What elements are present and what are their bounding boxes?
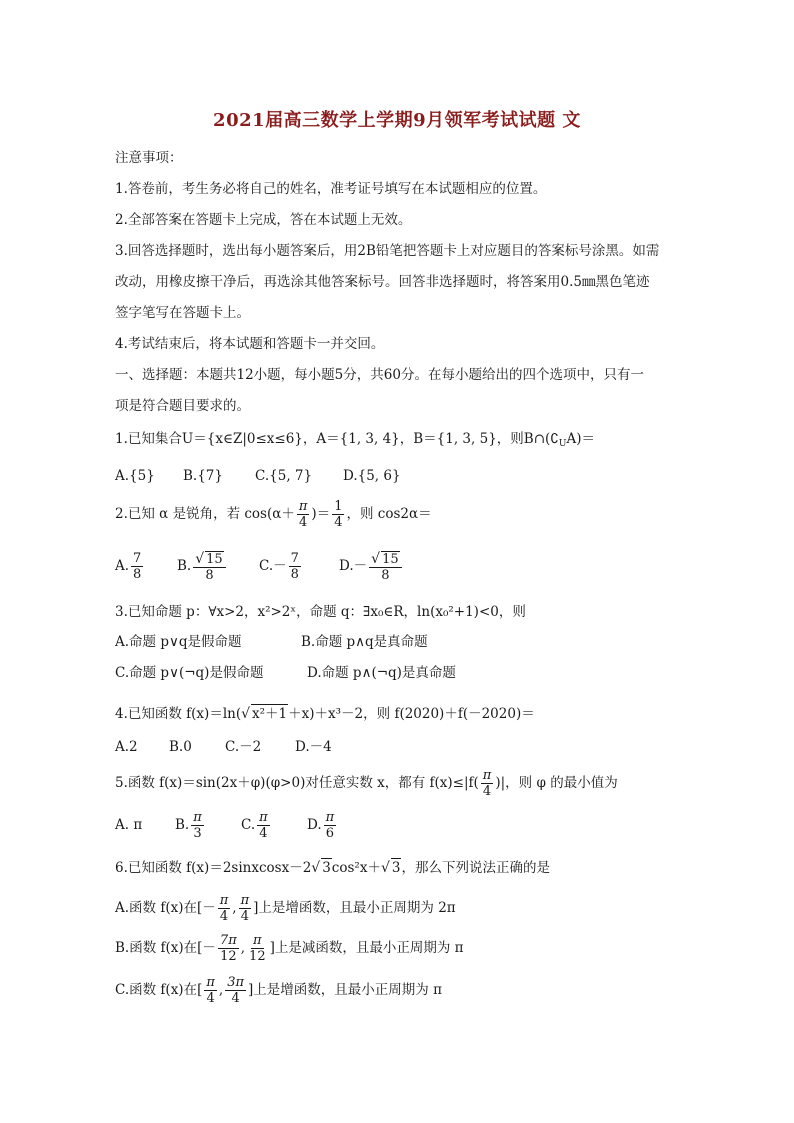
note-3-line-2: 改动，用橡皮擦干净后，再选涂其他答案标号。回答非选择题时，将答案用0.5㎜黑色笔迹 [115,274,650,290]
q6-c-f2-num: 3π [227,975,245,990]
question-3-stem: 3.已知命题 p：∀x>2，x²>2ˣ，命题 q：∃x₀∈R，ln(x₀²+1)<0，则 [115,604,526,620]
q5-option-d[interactable] [307,807,338,843]
q5-b-num: π [193,810,202,825]
q3-option-b[interactable]: B.命题 p∧q是真命题 [301,634,428,650]
sqrt-icon: √ [371,550,381,567]
note-3-line-1: 3.回答选择题时，选出每小题答案后，用2B铅笔把答题卡上对应题目的答案标号涂黑。如需 [115,243,660,259]
q5-frac-den: 4 [482,784,492,799]
q6-c-pre: C.函数 f(x)在[ [115,982,203,998]
q3-option-c[interactable]: C.命题 p∨(¬q)是假命题 [115,665,264,681]
q2-c-label: C.－ [259,558,287,574]
q2-frac2-num: 1 [334,499,343,514]
q6-b-post: ]上是减函数，且最小正周期为 π [269,940,464,956]
note-1: 1.答卷前，考生务必将自己的姓名，准考证号填写在本试题相应的位置。 [115,181,547,197]
question-5-stem [115,766,618,800]
q6-a-f2-den: 4 [240,909,249,924]
q2-b-radicand: 15 [206,551,223,567]
q5-c-label: C. [241,817,256,833]
q1-option-a[interactable]: A.{5} [115,468,155,484]
section-heading-line-2: 项是符合题目要求的。 [115,398,250,414]
q2-d-frac [369,551,401,583]
q2-c-frac [289,551,301,582]
q6-b-f1-num: 7π [219,933,237,948]
q6-a-sep: , [232,900,237,916]
q2-a-frac [131,551,143,582]
q2-d-den: 8 [381,567,390,583]
q6-a-frac-2 [239,893,252,924]
q5-post: )|，则 φ 的最小值为 [495,775,618,791]
q5-d-frac [324,810,337,841]
sqrt-icon: √ [380,860,390,876]
q2-a-num: 7 [133,551,142,566]
complement-subscript: U [558,439,567,449]
q6-a-pre: A.函数 f(x)在[－ [115,900,216,916]
q5-c-den: 4 [259,826,268,841]
q6-a-f1-num: π [219,893,229,908]
q2-option-d[interactable] [339,547,404,585]
q2-b-frac [193,551,225,583]
q6-c-f2-den: 4 [231,991,240,1006]
q2-d-label: D.－ [339,558,368,574]
q2-pre: 2.已知 α 是锐角，若 cos(α＋ [115,506,295,522]
q6-c-post: ]上是增函数，且最小正周期为 π [248,982,442,998]
q5-c-num: π [259,810,268,825]
q6-c-f1-num: π [206,975,215,990]
question-6-stem [115,858,550,877]
q5-option-b[interactable] [175,807,241,843]
q6-a-f2-num: π [240,893,250,908]
note-3-line-3: 签字笔写在答题卡上。 [115,305,250,321]
complement-symbol: ∁ [550,431,559,447]
q2-c-den: 8 [290,567,299,582]
question-1-options [115,467,401,485]
notes-heading: 注意事项： [115,150,183,166]
q2-b-den: 8 [205,567,214,583]
q6-option-b[interactable] [115,930,464,966]
exam-title: 2021届高三数学上学期9月领军考试试题 文 [213,110,581,131]
q2-frac2-den: 4 [334,515,343,530]
q5-pre: 5.函数 f(x)＝sin(2x＋φ)(φ>0)对任意实数 x，都有 f(x)≤|f( [115,775,479,791]
q6-c-frac-2 [225,975,246,1006]
q2-option-a[interactable] [115,547,177,585]
q2-option-c[interactable] [259,547,339,585]
q6-b-pre: B.函数 f(x)在[－ [115,940,216,956]
q5-b-den: 3 [193,826,202,841]
q4-option-d[interactable]: D.－4 [295,739,332,755]
q6-b-frac-2 [247,933,268,964]
q4-pre: 4.已知函数 f(x)＝ln( [115,706,242,722]
sqrt-icon: √ [195,550,205,567]
section-heading-line-1: 一、选择题：本题共12小题，每小题5分，共60分。在每小题给出的四个选项中，只有一 [115,367,644,383]
q3-option-a[interactable]: A.命题 p∨q是假命题 [115,634,242,650]
q5-frac-num: π [482,768,492,783]
question-2-options [115,547,404,585]
q2-mid: )＝ [311,506,331,522]
q1-option-d[interactable]: D.{5, 6} [343,468,401,484]
q6-radicand-1: 3 [322,860,331,876]
q2-fraction-pi-4 [297,499,310,530]
question-3-options-ab [115,633,428,651]
q6-b-f1-den: 12 [220,949,237,964]
sqrt-icon: √ [241,706,251,722]
q5-fraction [481,768,494,799]
q4-post: ＋x)＋x³－2，则 f(2020)＋f(－2020)＝ [288,706,535,722]
q2-option-b[interactable] [177,547,259,585]
q6-a-f1-den: 4 [219,909,229,924]
q6-a-frac-1 [218,893,231,924]
question-5-options [115,807,338,843]
q3-option-d[interactable]: D.命题 p∧(¬q)是真命题 [307,665,456,681]
q2-a-label: A. [115,558,130,574]
q6-option-c[interactable] [115,972,442,1008]
q6-radicand-2: 3 [391,860,401,876]
question-4-stem [115,704,535,723]
q6-b-f2-num: π [253,933,262,948]
q4-option-b[interactable]: B.0 [169,739,192,755]
q2-fraction-1-4 [332,499,344,530]
q5-d-num: π [325,810,335,825]
q1-option-c[interactable]: C.{5, 7} [255,468,313,484]
q1-stem-text: 1.已知集合U＝{x∈Z|0≤x≤6}，A＝{1, 3, 4}，B＝{1, 3, 5}，则B∩( [115,431,551,447]
q6-c-sep: , [218,982,224,998]
question-2-stem [115,497,432,531]
q5-d-label: D. [307,817,322,833]
q5-b-frac [191,810,204,841]
q6-option-a[interactable] [115,890,456,926]
note-4: 4.考试结束后，将本试题和答题卡一并交回。 [115,336,385,352]
q6-a-post: ]上是增函数，且最小正周期为 2π [253,900,456,916]
q5-b-label: B. [175,817,190,833]
q2-frac1-den: 4 [299,515,308,530]
question-1-stem [115,430,595,453]
q2-c-num: 7 [290,551,299,566]
q5-option-a[interactable]: A. π [115,817,143,833]
q4-radicand: x²＋1 [252,706,288,722]
q4-option-c[interactable]: C.－2 [225,739,262,755]
q2-b-label: B. [177,558,192,574]
q1-option-b[interactable]: B.{7} [183,468,223,484]
q2-post: ，则 cos2α＝ [346,506,432,522]
q1-stem-end: A)＝ [566,431,595,447]
q2-frac1-num: π [298,499,308,514]
q2-d-radicand: 15 [382,551,399,567]
q6-mid: cos²x＋ [331,860,381,876]
q6-c-frac-1 [204,975,217,1006]
q6-pre: 6.已知函数 f(x)＝2sinxcosx－2 [115,860,312,876]
q4-option-a[interactable]: A.2 [115,739,138,755]
q6-b-frac-1 [218,933,239,964]
q2-a-den: 8 [133,567,142,582]
note-2: 2.全部答案在答题卡上完成，答在本试题上无效。 [115,212,412,228]
question-3-options-cd [115,664,456,682]
q2-d-num [369,551,401,568]
sqrt-icon: √ [311,860,321,876]
q6-post: ，那么下列说法正确的是 [401,860,550,876]
q6-c-f1-den: 4 [206,991,215,1006]
q5-d-den: 6 [325,826,335,841]
q5-c-frac [257,810,270,841]
question-4-options [115,738,332,756]
q6-b-sep: , [240,940,246,956]
q2-b-num [193,551,225,568]
q5-option-c[interactable] [241,807,307,843]
q6-b-f2-den: 12 [249,949,266,964]
